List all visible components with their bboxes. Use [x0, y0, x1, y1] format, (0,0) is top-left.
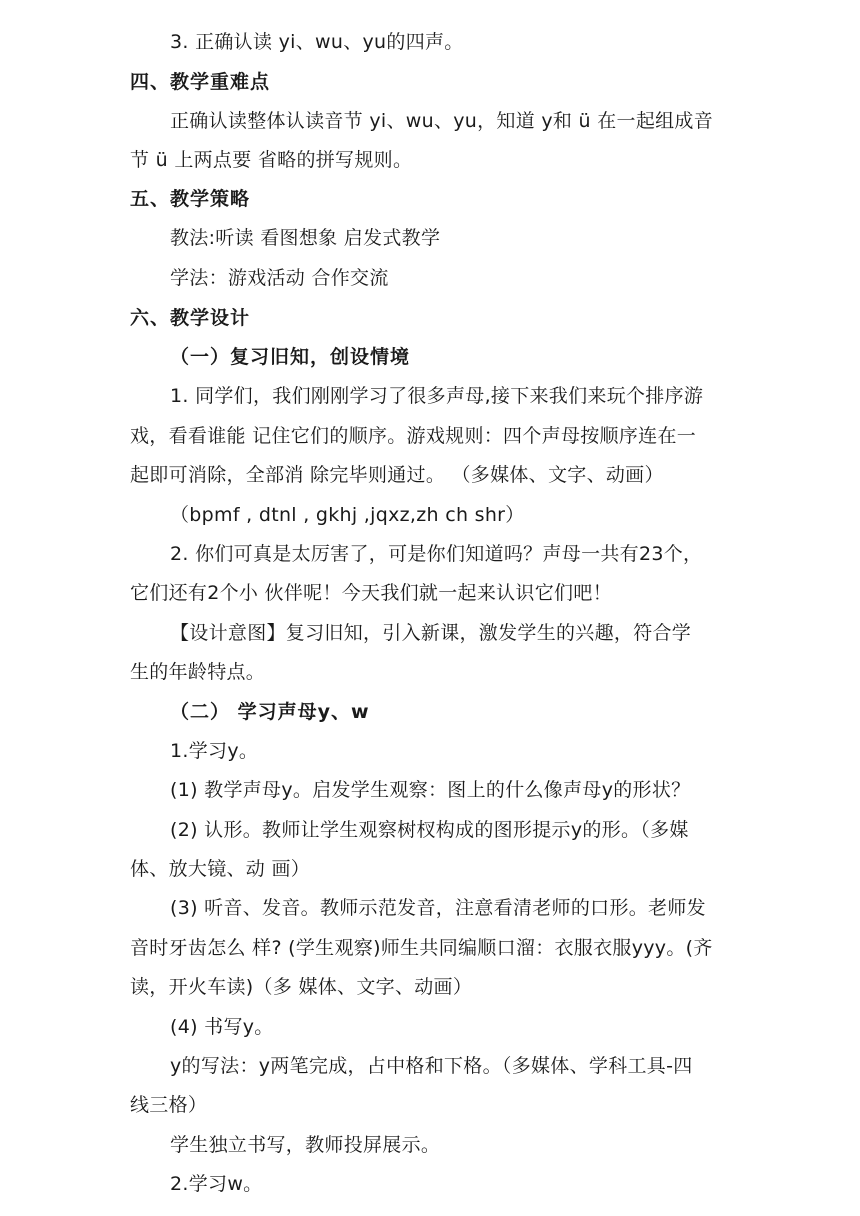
- learn-y-step-2-line-2: 体、放大镜、动 画）: [130, 858, 311, 880]
- intro-para-line-1: 2. 你们可真是太厉害了，可是你们知道吗？声母一共有23个，: [170, 543, 703, 565]
- learn-y-title: 1.学习y。: [170, 740, 259, 762]
- design-intent-line-1: 【设计意图】复习旧知，引入新课，激发学生的兴趣，符合学: [170, 622, 692, 644]
- review-para-line-2: 戏，看看谁能 记住它们的顺序。游戏规则：四个声母按顺序连在一: [130, 425, 697, 447]
- learn-y-step-1: (1) 教学声母y。启发学生观察：图上的什么像声母y的形状？: [170, 779, 691, 801]
- y-practice-line: 学生独立书写，教师投屏展示。: [170, 1134, 441, 1156]
- goal-3-line: 3. 正确认读 yi、wu、yu的四声。: [170, 31, 464, 53]
- key-points-line-2: 节 ü 上两点要 省略的拼写规则。: [130, 149, 413, 171]
- review-para-line-1: 1. 同学们，我们刚刚学习了很多声母,接下来我们来玩个排序游: [170, 385, 704, 407]
- learn-w-title: 2.学习w。: [170, 1173, 263, 1195]
- learn-y-step-2-line-1: (2) 认形。教师让学生观察树杈构成的图形提示y的形。（多媒: [170, 819, 689, 841]
- learn-y-step-3-line-2: 音时牙齿怎么 样? (学生观察)师生共同编顺口溜：衣服衣服yyy。(齐: [130, 937, 713, 959]
- section-heading-strategy: 五、教学策略: [130, 188, 251, 210]
- review-para-line-3: 起即可消除，全部消 除完毕则通过。 （多媒体、文字、动画）: [130, 464, 664, 486]
- design-intent-line-2: 生的年龄特点。: [130, 661, 266, 683]
- intro-para-line-2: 它们还有2个小 伙伴呢！今天我们就一起来认识它们吧！: [130, 582, 612, 604]
- subsection-review-title: （一）复习旧知，创设情境: [170, 346, 411, 368]
- learn-y-step-3-line-3: 读，开火车读)（多 媒体、文字、动画）: [130, 976, 473, 998]
- review-para-line-4: （bpmf , dtnl , gkhj ,jqxz,zh ch shr）: [170, 504, 525, 526]
- teaching-method-line: 教法:听读 看图想象 启发式教学: [170, 227, 441, 249]
- subsection-learn-yw-title: （二） 学习声母y、w: [170, 701, 370, 723]
- learning-method-line: 学法：游戏活动 合作交流: [170, 267, 389, 289]
- section-heading-key-points: 四、教学重难点: [130, 71, 271, 93]
- learn-y-step-3-line-1: (3) 听音、发音。教师示范发音，注意看清老师的口形。老师发: [170, 897, 706, 919]
- learn-y-step-4: (4) 书写y。: [170, 1016, 274, 1038]
- y-writing-line-2: 线三格）: [130, 1094, 208, 1116]
- key-points-line-1: 正确认读整体认读音节 yi、wu、yu，知道 y和 ü 在一起组成音: [170, 110, 714, 132]
- y-writing-line-1: y的写法：y两笔完成，占中格和下格。（多媒体、学科工具-四: [170, 1055, 693, 1077]
- section-heading-design: 六、教学设计: [130, 307, 251, 329]
